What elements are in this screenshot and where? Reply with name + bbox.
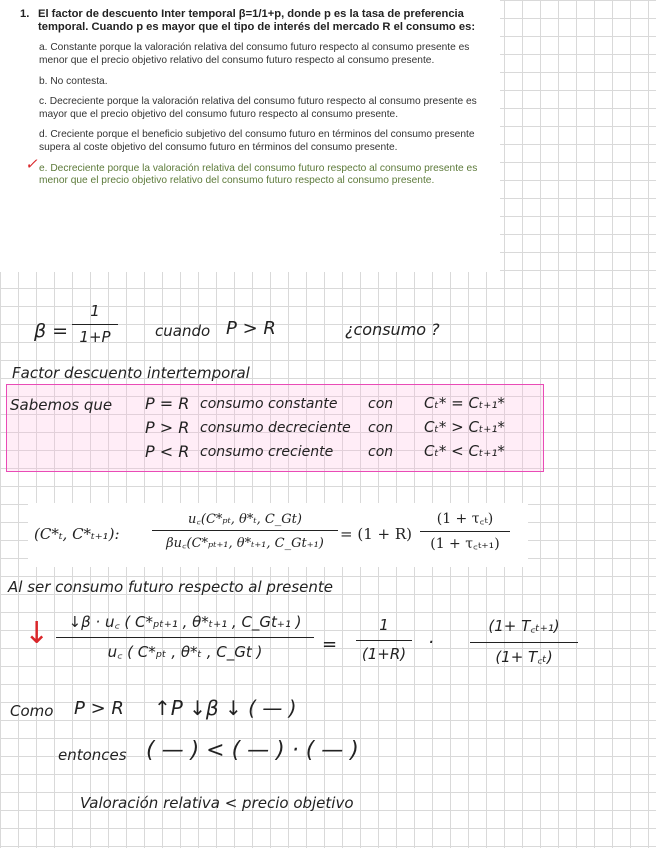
row-1-con: con <box>368 396 394 412</box>
equation-rhs-numerator: (1 + τ꜀ₜ) <box>436 511 494 527</box>
equation-lhs: (C*ₜ, C*ₜ₊₁): <box>34 525 120 543</box>
como-condition: P > R <box>74 698 124 719</box>
equation-fraction <box>152 509 338 551</box>
equals-sign: = <box>322 634 338 655</box>
fraction-bar <box>356 640 412 641</box>
row-2-con: con <box>368 420 394 436</box>
como-word: Como <box>10 702 54 720</box>
row-3-relation: P < R <box>145 442 190 461</box>
entonces-expression: ( — ) < ( — ) · ( — ) <box>146 738 359 763</box>
option-a[interactable]: a. Constante porque la valoración relativa del consumo futuro respecto al consumo presente es menor que el precio objetivo relativo del consumo futuro respecto al consumo presente. <box>39 42 470 66</box>
equation-rhs-fraction <box>420 509 510 553</box>
beta-lhs: β = <box>34 320 69 342</box>
row-3-inequality: Cₜ* < Cₜ₊₁* <box>424 442 505 460</box>
fraction-bar <box>152 530 338 531</box>
red-arrow-icon: ↓ <box>24 616 50 651</box>
option-e-label: e. Decreciente porque la valoración relativa del consumo futuro respecto al consumo presente es menor que el precio objetivo relativo del consumo futuro respecto al consumo presente. <box>39 162 478 187</box>
hw-fraction-3 <box>470 616 578 667</box>
row-1-relation: P = R <box>145 394 190 413</box>
como-sequence: ↑P ↓β ↓ ( — ) <box>154 696 297 720</box>
beta-denominator: 1+P <box>79 328 111 346</box>
equation-numerator: u꜀(C*ₚₜ, θ*ₜ, C_Gt) <box>188 512 302 527</box>
hw-numerator: ↓β · u꜀ ( C*ₚₜ₊₁ , θ*ₜ₊₁ , C_Gt₊₁ ) <box>68 613 302 631</box>
check-mark-icon: ✓ <box>25 155 38 173</box>
hw-denominator: u꜀ ( C*ₚₜ , θ*ₜ , C_Gt ) <box>107 643 263 661</box>
option-c[interactable]: c. Decreciente porque la valoración relativa del consumo futuro respecto al consumo presente es mayor que el precio objetivo del consumo futuro respecto al consumo presente. <box>39 96 477 120</box>
question-text: El factor de descuento Inter temporal β=1/1+p, donde p es la tasa de preferencia temporal. Cuando p es mayor que el tipo de interés del mercado R el consumo es: <box>38 8 476 34</box>
equation-rhs-denominator: (1 + τ꜀ₜ₊₁) <box>430 536 500 552</box>
fraction-bar <box>420 531 510 532</box>
hw-fraction-3-den: (1+ T꜀ₜ) <box>495 648 553 666</box>
row-3-word: consumo creciente <box>200 444 334 460</box>
cuando-word: cuando <box>155 322 211 340</box>
al-ser-line: Al ser consumo futuro respecto al presente <box>8 578 334 596</box>
option-e[interactable] <box>25 155 479 188</box>
valoracion-line: Valoración relativa < precio objetivo <box>80 794 354 812</box>
equation-denominator: βu꜀(C*ₚₜ₊₁, θ*ₜ₊₁, C_Gt₊₁) <box>166 536 324 551</box>
hw-fraction-3-num: (1+ T꜀ₜ₊₁) <box>488 617 560 635</box>
row-1-inequality: Cₜ* = Cₜ₊₁* <box>424 394 505 412</box>
row-2-relation: P > R <box>145 418 190 437</box>
option-b[interactable]: b. No contesta. <box>39 75 108 87</box>
entonces-word: entonces <box>58 746 127 764</box>
row-1-word: consumo constante <box>200 396 338 412</box>
beta-numerator: 1 <box>90 302 100 320</box>
question-title <box>20 8 500 34</box>
option-d[interactable]: d. Creciente porque el beneficio subjetivo del consumo futuro en términos del consumo presente supera al coste objetivo del consumo futuro en términos del consumo presente. <box>39 129 475 153</box>
beta-fraction <box>72 302 118 346</box>
factor-heading: Factor descuento intertemporal <box>12 364 250 382</box>
equation-middle: = (1 + R) <box>340 525 412 543</box>
handwritten-fraction <box>56 612 314 662</box>
hw-fraction-2-den: (1+R) <box>361 645 407 663</box>
fraction-bar <box>470 642 578 643</box>
hw-fraction-2-num: 1 <box>379 616 389 634</box>
consumo-question: ¿consumo ? <box>345 320 440 339</box>
fraction-bar <box>72 324 118 325</box>
question-card <box>0 0 500 272</box>
sabemos-que: Sabemos que <box>10 396 113 414</box>
row-2-inequality: Cₜ* > Cₜ₊₁* <box>424 418 505 436</box>
euler-equation <box>28 503 528 567</box>
row-3-con: con <box>368 444 394 460</box>
dot-operator: · <box>428 632 434 653</box>
fraction-bar <box>56 637 314 638</box>
hw-fraction-2 <box>356 616 412 663</box>
row-2-word: consumo decreciente <box>200 420 351 436</box>
question-number: 1. <box>20 8 30 20</box>
condition-p-gt-r: P > R <box>226 318 276 339</box>
